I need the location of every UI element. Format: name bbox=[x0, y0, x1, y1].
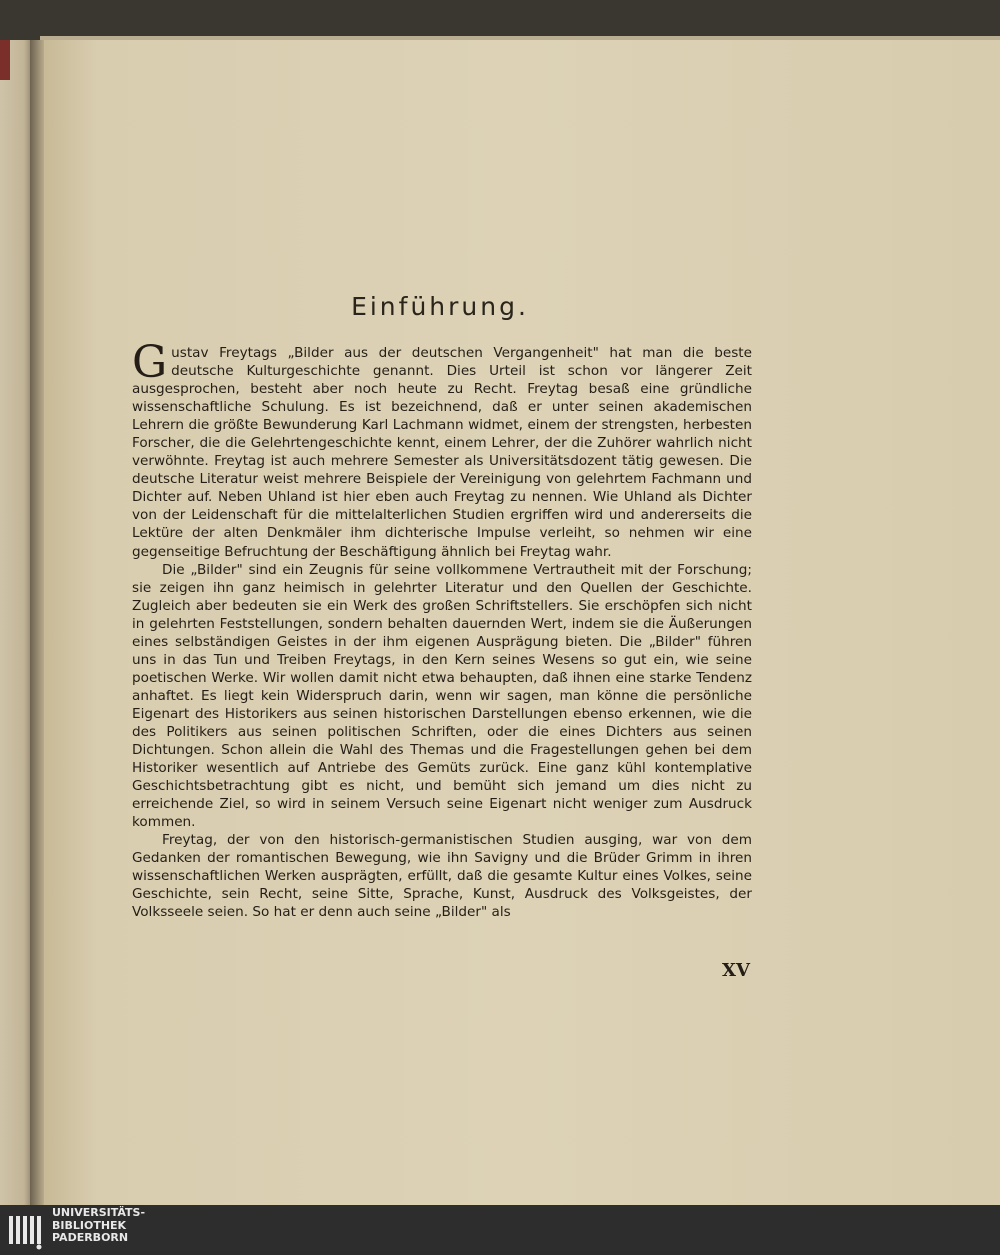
left-page-edge bbox=[0, 40, 34, 1205]
book-cover-edge bbox=[0, 40, 10, 80]
paragraph-1 bbox=[132, 337, 752, 561]
paragraph-2: Die „Bilder" sind ein Zeugnis für seine vollkommene Vertrautheit mit der Forschung; sie zeigen ihn ganz heimisch in gelehrter Literatur und den Quellen der Geschichte. Zugleich aber bedeuten sie ein Werk des großen Schriftstellers. Sie erschöpfen sich nicht in gelehrten Feststellungen, sondern behalten dauernden Wert, indem sie die Äußerungen eines selbständigen Geistes in der ihm eigenen Ausprägung bieten. Die „Bilder" führen uns in das Tun und Treiben Freytags, in den Kern seines Wesens so gut ein, wie seine poetischen Werke. Wir wollen damit nicht etwa behaupten, daß ihnen eine starke Tendenz anhaftet. Es liegt kein Widerspruch darin, wenn wir sagen, man könne die persönliche Eigenart des Historikers aus seinen historischen Darstellungen ebenso erkennen, wie die des Politikers aus seinen politischen Schriften, oder die eines Dichters aus seinen Dichtungen. Schon allein die Wahl des Themas und die Fragestellungen gehen bei dem Historiker wesentlich auf Antriebe des Gemüts zurück. Eine ganz kühl kontemplative Geschichtsbetrachtung gibt es nicht, und bemüht sich jemand um dies nicht zu erreichende Ziel, so wird in seinem Versuch seine Eigenart nicht weniger zum Ausdruck kommen. bbox=[132, 561, 752, 831]
page-number: XV bbox=[722, 960, 750, 981]
library-logo-text bbox=[52, 1207, 145, 1245]
logo-line-1: UNIVERSITÄTS- bbox=[52, 1206, 146, 1219]
chapter-title: Einführung. bbox=[351, 292, 529, 321]
paragraph-1-text: ustav Freytags „Bilder aus der deutschen Vergangenheit" hat man die beste deutsche Kulturgeschichte genannt. Dies Urteil ist schon vor längerer Zeit ausgesprochen, besteht aber noch heute zu Recht. Freytag besaß eine gründliche wissenschaftliche Schulung. Es ist bezeichnend, daß er unter seinen akademischen Lehrern die größte Bewunderung Karl Lachmann widmet, einem der strengsten, herbesten Forscher, die die Gelehrtengeschichte kennt, einem Lehrer, der die Zuhörer wahrlich nicht verwöhnte. Freytag ist auch mehrere Semester als Universitätsdozent tätig gewesen. Die deutsche Literatur weist mehrere Beispiele der Vereinigung von gelehrtem Fachmann und Dichter auf. Neben Uhland ist hier eben auch Freytag zu nennen. Wie Uhland als Dichter von der Leidenschaft für die mittelalterlichen Studien ergriffen wird und andererseits die Lektüre der alten Denkmäler ihm dichterische Impulse verleiht, so nehmen wir eine gegenseitige Befruchtung der Beschäftigung ähnlich bei Freytag wahr. bbox=[132, 345, 752, 560]
logo-line-3: PADERBORN bbox=[52, 1231, 129, 1244]
logo-line-2: BIBLIOTHEK bbox=[52, 1218, 127, 1232]
body-text bbox=[132, 337, 752, 922]
drop-cap: G bbox=[132, 337, 168, 388]
library-logo-icon bbox=[8, 1210, 42, 1250]
book-gutter bbox=[30, 40, 44, 1205]
paragraph-3: Freytag, der von den historisch-germanistischen Studien ausging, war von dem Gedanken der romantischen Bewegung, wie ihn Savigny und die Brüder Grimm in ihren wissenschaftlichen Werken ausprägten, erfüllt, daß die gesamte Kultur eines Volkes, seine Geschichte, sein Recht, seine Sitte, Sprache, Kunst, Ausdruck des Volksgeistes, der Volksseele seien. So hat er denn auch seine „Bilder" als bbox=[132, 832, 752, 921]
library-footer-bar bbox=[0, 1205, 1000, 1255]
